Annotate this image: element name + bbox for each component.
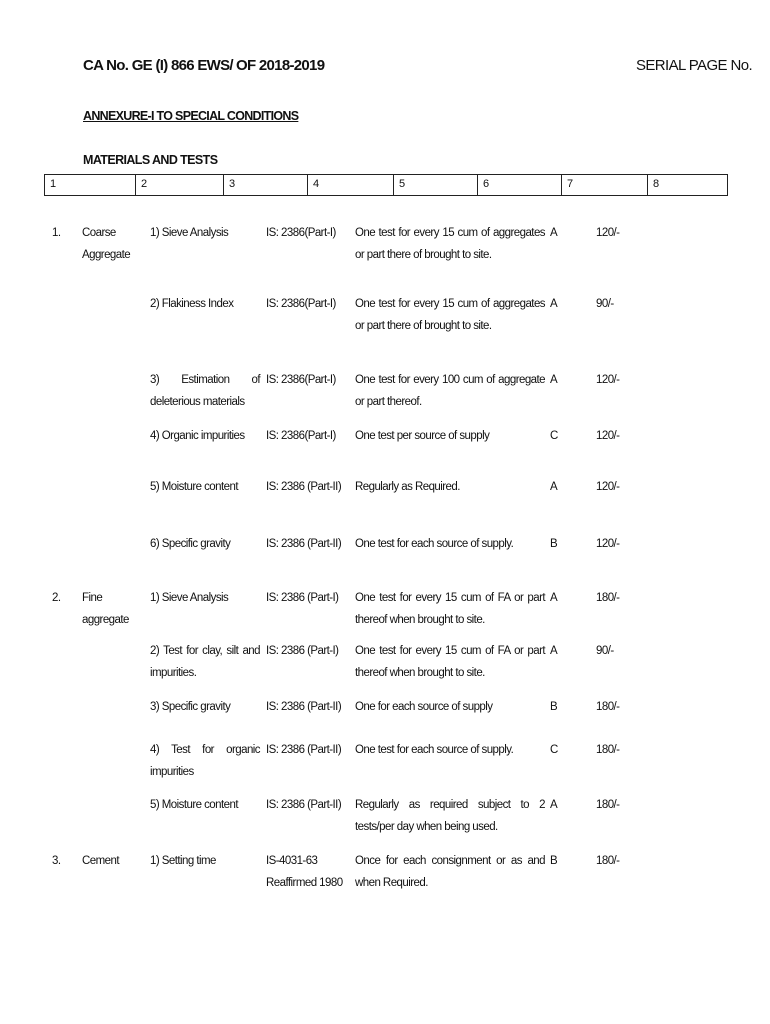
is-code: IS: 2386(Part-I)	[266, 430, 336, 442]
material-name: Coarse Aggregate	[82, 227, 131, 261]
serial-number: 1.	[52, 227, 61, 239]
is-code: IS: 2386 (Part-II)	[266, 744, 342, 756]
is-code: IS: 2386(Part-I)	[266, 227, 336, 239]
test-category: A	[550, 374, 558, 386]
is-code: IS: 2386 (Part-II)	[266, 701, 342, 713]
is-code: IS: 2386 (Part-II)	[266, 538, 342, 550]
test-rate: 120/-	[596, 481, 620, 493]
is-code: IS: 2386(Part-I)	[266, 374, 336, 386]
column-header-8: 8	[647, 175, 727, 195]
test-frequency: Once for each consignment or as and when Required.	[355, 855, 545, 889]
test-rate: 180/-	[596, 744, 620, 756]
column-header-3: 3	[223, 175, 307, 195]
test-name: 5) Moisture content	[150, 481, 238, 493]
test-name: 3) Specific gravity	[150, 701, 231, 713]
is-code: IS: 2386 (Part-II)	[266, 481, 342, 493]
material-name: Cement	[82, 855, 119, 867]
test-frequency: One test for every 15 cum of aggregates or part there of brought to site.	[355, 227, 545, 261]
is-code: IS-4031-63 Reaffirmed 1980	[266, 855, 343, 889]
column-header-5: 5	[393, 175, 477, 195]
serial-number: 2.	[52, 592, 61, 604]
column-header-2: 2	[135, 175, 223, 195]
test-frequency: One test for every 15 cum of FA or part thereof when brought to site.	[355, 645, 545, 679]
serial-page-number: SERIAL PAGE No.	[636, 57, 753, 74]
serial-number: 3.	[52, 855, 61, 867]
test-rate: 90/-	[596, 298, 614, 310]
test-name: 3) Estimation of deleterious materials	[150, 374, 260, 408]
test-category: B	[550, 701, 558, 713]
test-rate: 180/-	[596, 855, 620, 867]
contract-number: CA No. GE (I) 866 EWS/	[83, 57, 233, 74]
test-category: A	[550, 645, 558, 657]
test-frequency: One test for every 15 cum of aggregates or part there of brought to site.	[355, 298, 545, 332]
column-header-1: 1	[50, 178, 57, 190]
is-code: IS: 2386 (Part-I)	[266, 645, 339, 657]
test-frequency: Regularly as required subject to 2 tests/per day when being used.	[355, 799, 545, 833]
test-rate: 120/-	[596, 374, 620, 386]
test-name: 1) Setting time	[150, 855, 216, 867]
test-rate: 180/-	[596, 701, 620, 713]
column-header-7: 7	[561, 175, 647, 195]
test-name: 1) Sieve Analysis	[150, 592, 229, 604]
test-frequency: One test for each source of supply.	[355, 538, 514, 550]
test-name: 1) Sieve Analysis	[150, 227, 229, 239]
is-code: IS: 2386 (Part-II)	[266, 799, 342, 811]
test-category: A	[550, 592, 558, 604]
test-category: C	[550, 744, 558, 756]
column-header-4: 4	[307, 175, 393, 195]
contract-year: OF 2018-2019	[236, 57, 325, 74]
test-name: 4) Test for organic impurities	[150, 744, 260, 778]
test-category: A	[550, 799, 558, 811]
column-header-6: 6	[477, 175, 561, 195]
test-category: B	[550, 538, 558, 550]
test-name: 6) Specific gravity	[150, 538, 231, 550]
test-frequency: One for each source of supply	[355, 701, 493, 713]
section-title: MATERIALS AND TESTS	[83, 153, 218, 167]
test-name: 2) Test for clay, silt and impurities.	[150, 645, 260, 679]
test-rate: 90/-	[596, 645, 614, 657]
test-category: A	[550, 298, 558, 310]
test-frequency: One test for each source of supply.	[355, 744, 514, 756]
test-frequency: One test per source of supply	[355, 430, 490, 442]
annexure-title: ANNEXURE-I TO SPECIAL CONDITIONS	[83, 109, 299, 123]
material-name: Fine aggregate	[82, 592, 129, 626]
test-name: 2) Flakiness Index	[150, 298, 234, 310]
test-category: B	[550, 855, 558, 867]
test-category: C	[550, 430, 558, 442]
test-rate: 120/-	[596, 430, 620, 442]
test-name: 4) Organic impurities	[150, 430, 245, 442]
test-frequency: One test for every 15 cum of FA or part thereof when brought to site.	[355, 592, 545, 626]
test-rate: 180/-	[596, 592, 620, 604]
is-code: IS: 2386 (Part-I)	[266, 592, 339, 604]
test-rate: 120/-	[596, 227, 620, 239]
is-code: IS: 2386(Part-I)	[266, 298, 336, 310]
test-frequency: Regularly as Required.	[355, 481, 460, 493]
test-category: A	[550, 227, 558, 239]
test-category: A	[550, 481, 558, 493]
test-rate: 180/-	[596, 799, 620, 811]
test-frequency: One test for every 100 cum of aggregate or part thereof.	[355, 374, 545, 408]
test-name: 5) Moisture content	[150, 799, 238, 811]
table-header-row	[44, 174, 728, 196]
test-rate: 120/-	[596, 538, 620, 550]
